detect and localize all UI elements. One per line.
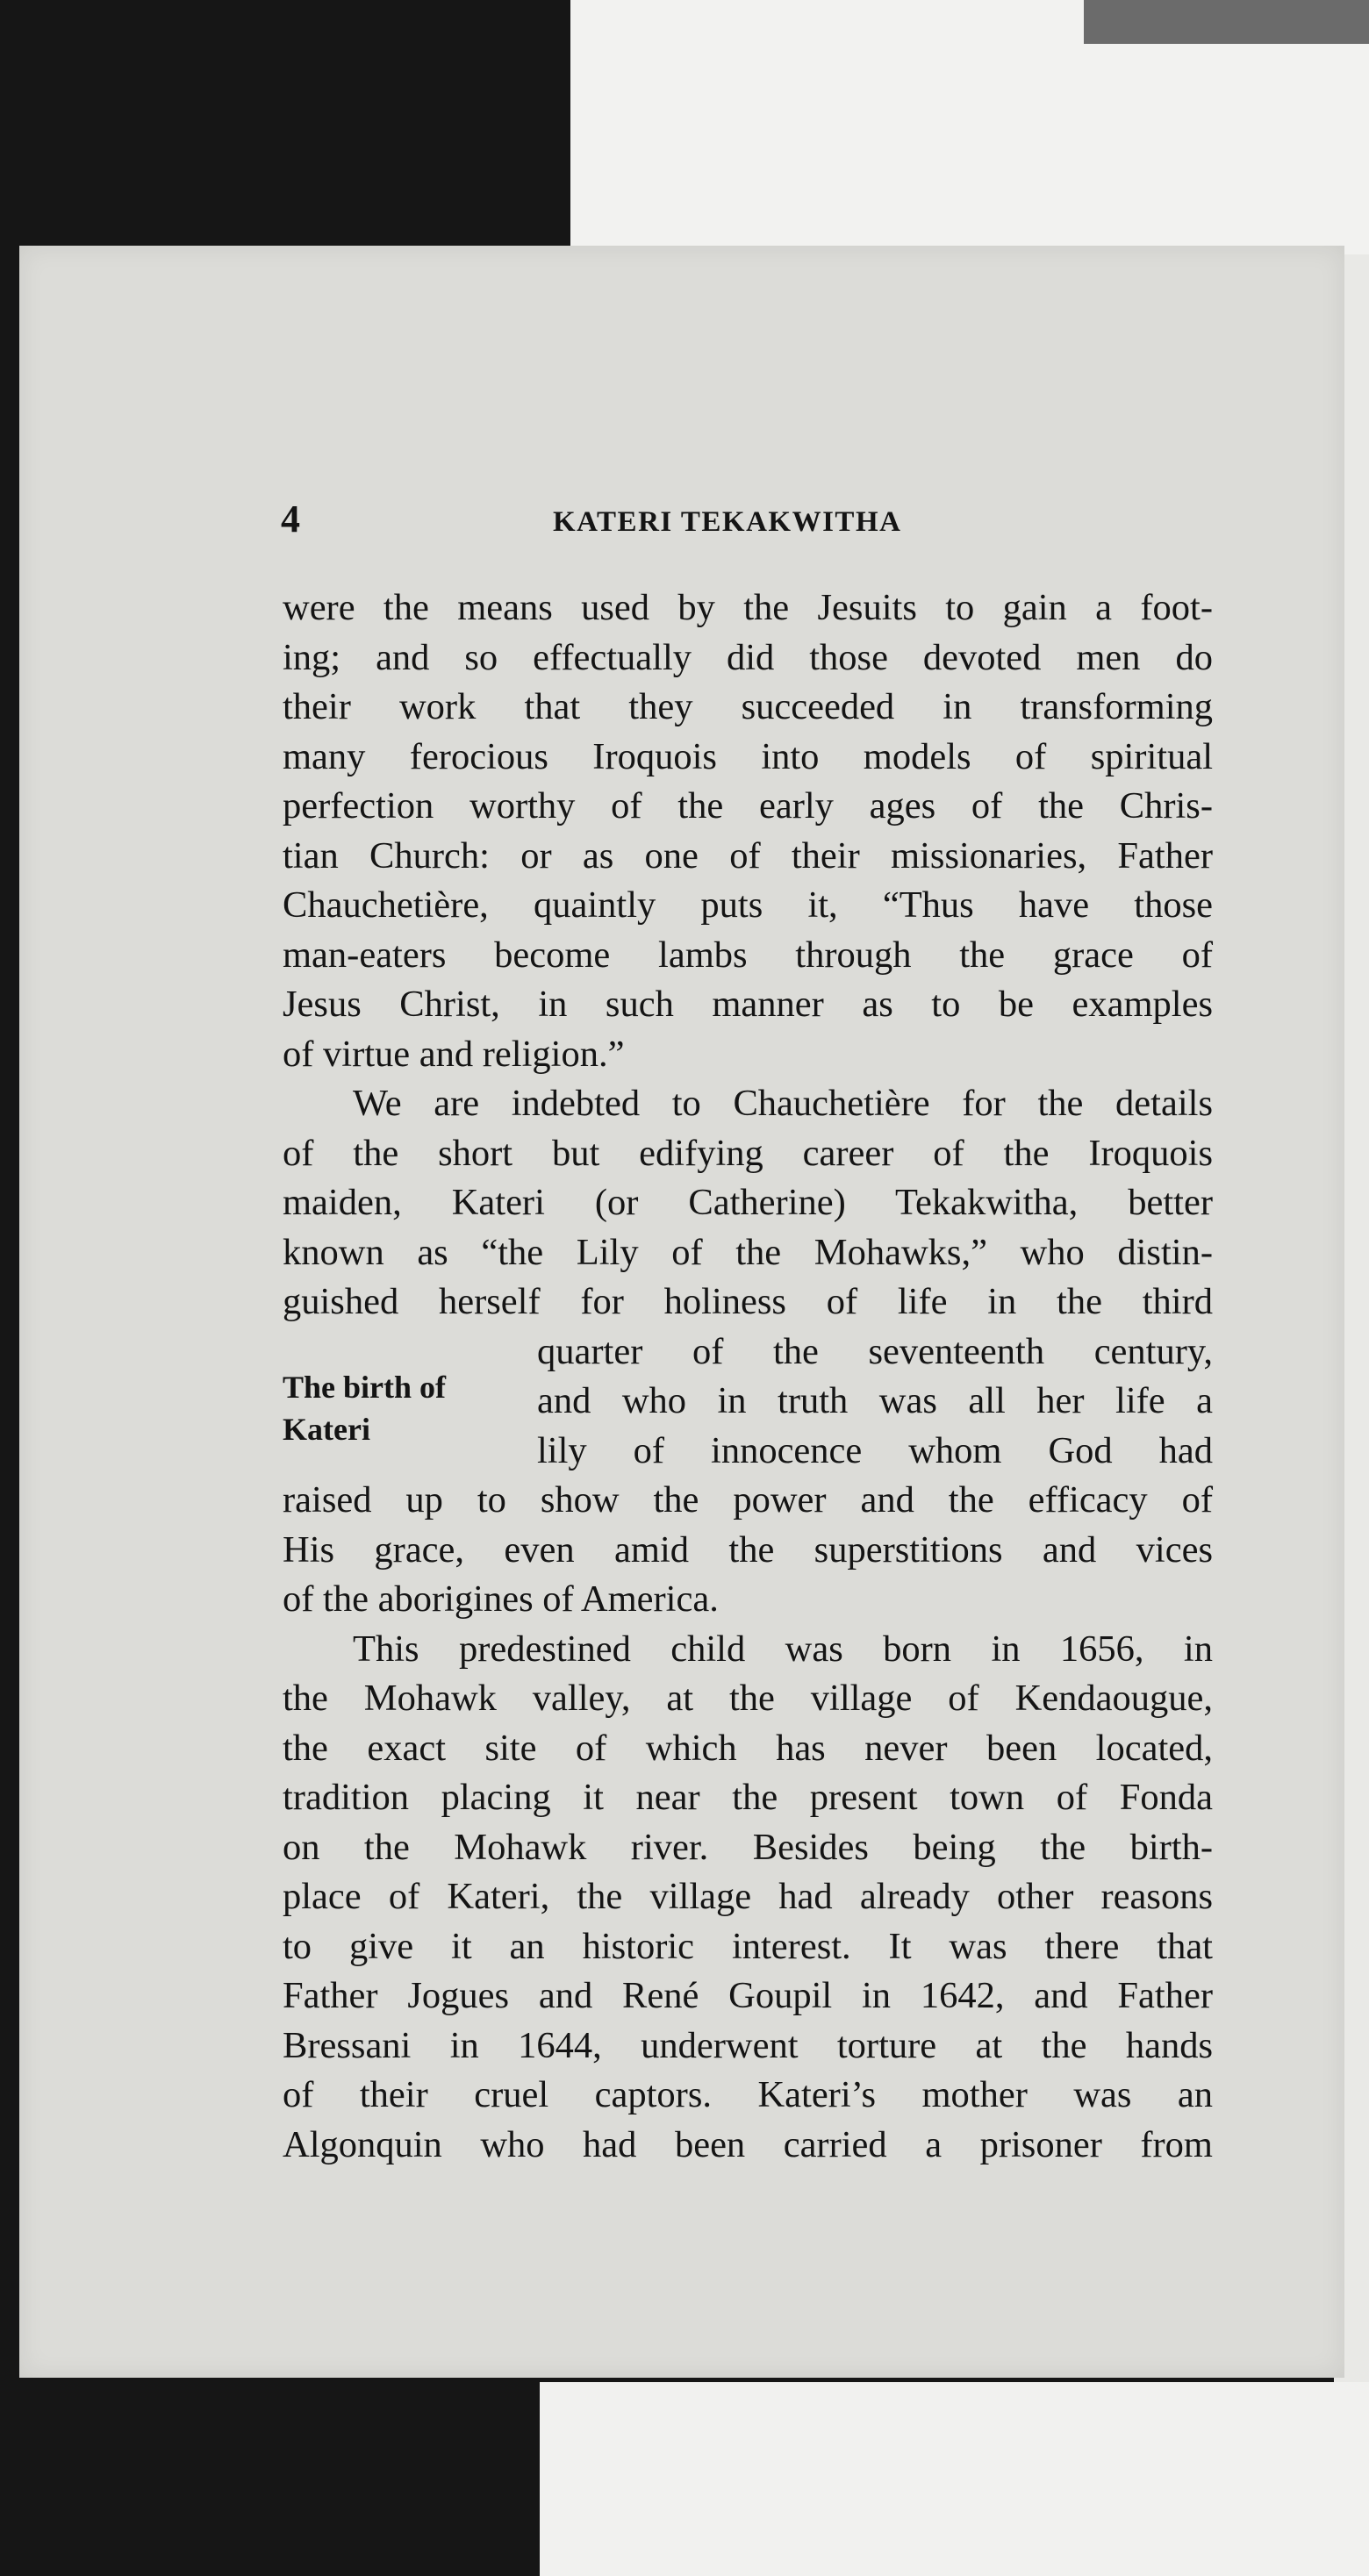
text-line: of the aborigines of America. — [283, 1578, 719, 1620]
page-header — [19, 493, 1344, 555]
text-line: known as “the Lily of the Mohawks,” who distin- — [283, 1231, 1213, 1273]
text-line: This predestined child was born in 1656, in — [353, 1628, 1213, 1670]
body-text — [283, 583, 1213, 2170]
text-line: perfection worthy of the early ages of the Chris- — [283, 785, 1213, 826]
text-line: ing; and so effectually did those devoted men do — [283, 636, 1213, 678]
margin-note-line: The birth of — [283, 1369, 447, 1405]
page-number: 4 — [281, 497, 300, 540]
text-line: lily of innocence whom God had — [537, 1429, 1213, 1471]
text-line: man-eaters become lambs through the grace of — [283, 934, 1213, 976]
text-line: Bressani in 1644, underwent torture at the hands — [283, 2024, 1213, 2066]
text-line: to give it an historic interest. It was there that — [283, 1925, 1213, 1967]
scan-background-bottom — [540, 2382, 1369, 2576]
margin-note — [283, 1327, 537, 1477]
scan-background-strip — [1084, 0, 1369, 44]
text-line: were the means used by the Jesuits to gain a foot- — [283, 587, 1213, 628]
text-line: We are indebted to Chauchetière for the details — [353, 1083, 1213, 1124]
text-line: the exact site of which has never been located, — [283, 1727, 1213, 1769]
sidenote-row — [283, 1327, 1213, 1477]
text-line: quarter of the seventeenth century, — [537, 1330, 1213, 1372]
text-line: tian Church: or as one of their missionaries, Father — [283, 834, 1213, 877]
text-line: tradition placing it near the present town of Fonda — [283, 1777, 1213, 1818]
text-line: guished herself for holiness of life in the third — [283, 1281, 1213, 1322]
text-line: their work that they succeeded in transforming — [283, 686, 1213, 727]
text-line: the Mohawk valley, at the village of Kendaougue, — [283, 1678, 1213, 1719]
wrapped-text — [537, 1327, 1213, 1477]
text-line: His grace, even amid the superstitions and vices — [283, 1528, 1213, 1571]
text-line: Chauchetière, quaintly puts it, “Thus have those — [283, 884, 1213, 926]
text-line: Father Jogues and René Goupil in 1642, and Father — [283, 1975, 1213, 2016]
text-line: Algonquin who had been carried a prisoner from — [283, 2123, 1213, 2165]
text-line: on the Mohawk river. Besides being the birth- — [283, 1826, 1213, 1868]
text-line: many ferocious Iroquois into models of spiritual — [283, 735, 1213, 777]
text-line: maiden, Kateri (or Catherine) Tekakwitha, better — [283, 1182, 1213, 1223]
text-line: and who in truth was all her life a — [537, 1380, 1213, 1421]
text-line: of virtue and religion.” — [283, 1033, 625, 1075]
text-line: place of Kateri, the village had already other reasons — [283, 1876, 1213, 1917]
book-page — [19, 246, 1344, 2378]
text-line: of the short but edifying career of the Iroquois — [283, 1132, 1213, 1174]
running-head: KATERI TEKAKWITHA — [553, 506, 902, 538]
margin-note-line: Kateri — [283, 1411, 370, 1447]
text-line: Jesus Christ, in such manner as to be examples — [283, 984, 1213, 1025]
text-line: raised up to show the power and the efficacy of — [283, 1479, 1213, 1521]
text-line: of their cruel captors. Kateri’s mother was an — [283, 2074, 1213, 2115]
